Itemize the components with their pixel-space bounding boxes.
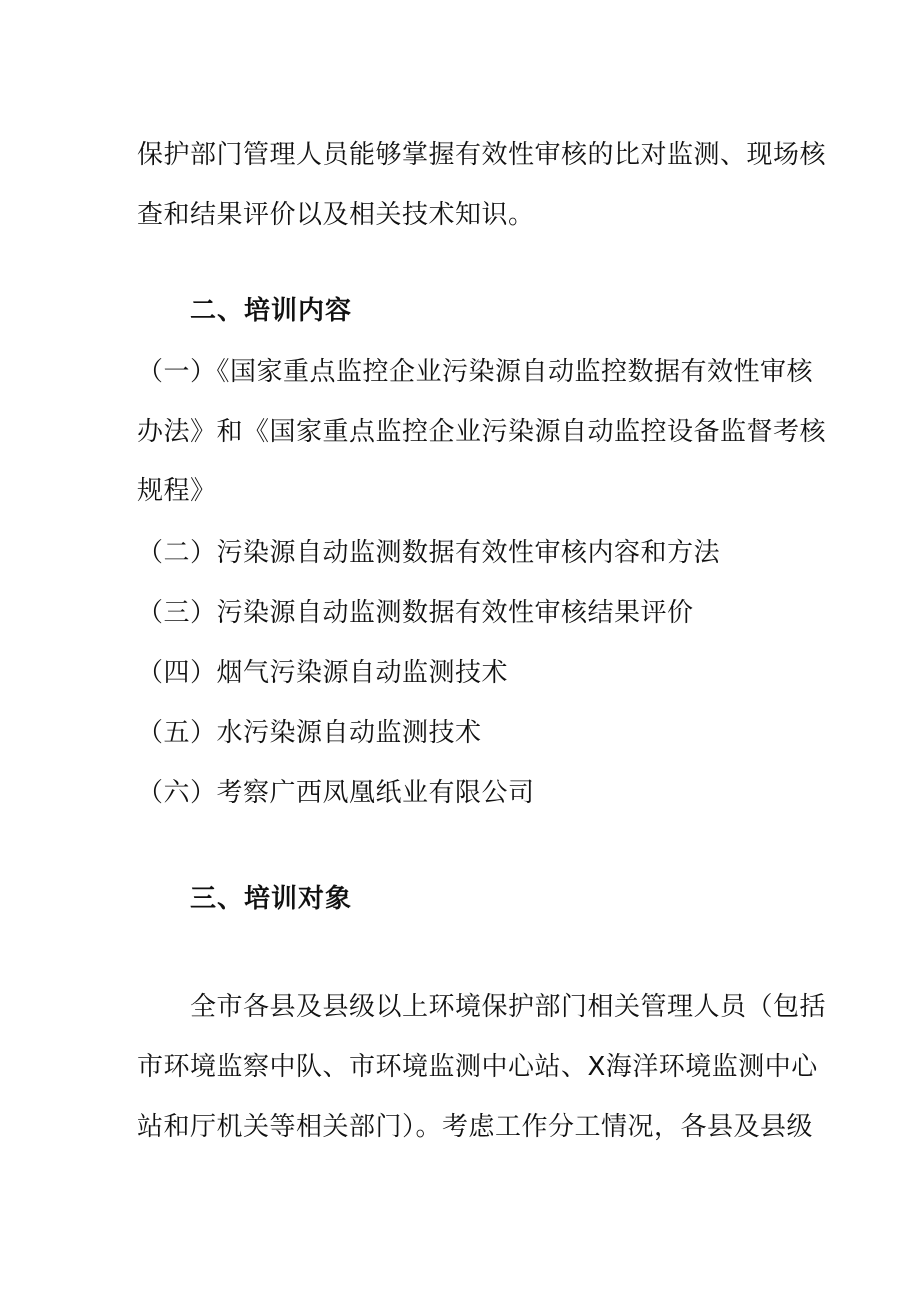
content-item-1-line-3: 规程》: [137, 476, 217, 506]
target-line-2: 市环境监察中队、市环境监测中心站、X海洋环境监测中心: [137, 1052, 818, 1082]
content-item-5: （五）水污染源自动监测技术: [137, 718, 482, 748]
content-item-1-line-1: （一）《国家重点监控企业污染源自动监控数据有效性审核: [137, 357, 814, 387]
section-heading-training-target: 三、培训对象: [190, 884, 353, 914]
intro-line-1: 保护部门管理人员能够掌握有效性审核的比对监测、现场核: [137, 140, 827, 170]
content-item-4: （四）烟气污染源自动监测技术: [137, 658, 509, 688]
target-line-3: 站和厅机关等相关部门）。考虑工作分工情况，各县及县级: [137, 1112, 814, 1142]
intro-line-2: 查和结果评价以及相关技术知识。: [137, 200, 535, 230]
section-heading-training-content: 二、培训内容: [190, 296, 353, 326]
target-line-1: 全市各县及县级以上环境保护部门相关管理人员（包括: [190, 992, 827, 1022]
content-item-2: （二）污染源自动监测数据有效性审核内容和方法: [137, 538, 721, 568]
content-item-6: （六）考察广西凤凰纸业有限公司: [137, 778, 535, 808]
content-item-1-line-2: 办法》和《国家重点监控企业污染源自动监控设备监督考核: [137, 417, 827, 447]
content-item-3: （三）污染源自动监测数据有效性审核结果评价: [137, 598, 694, 628]
